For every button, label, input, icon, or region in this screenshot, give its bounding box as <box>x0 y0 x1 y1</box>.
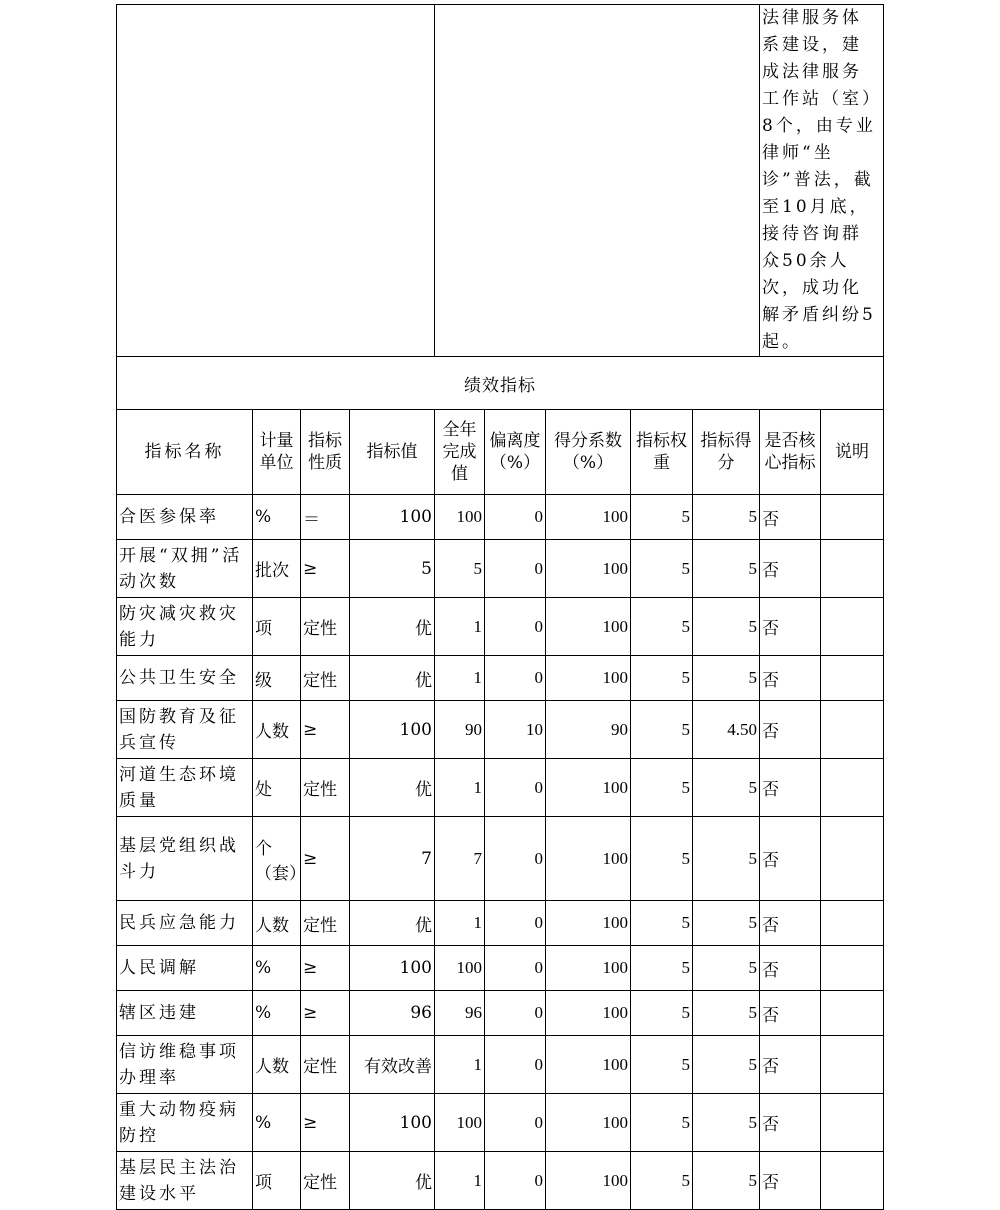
note-cell <box>821 946 884 991</box>
col-header-value: 指标值 <box>350 410 435 495</box>
value-cell: 100 <box>350 1094 435 1152</box>
deviation-cell: 0 <box>485 759 546 817</box>
core-indicator-cell: 否 <box>760 759 821 817</box>
nature-cell: 定性 <box>301 901 350 946</box>
table-row <box>117 598 884 656</box>
table-row <box>117 991 884 1036</box>
score-cell: 4.50 <box>693 701 760 759</box>
nature-cell: ≥ <box>301 701 350 759</box>
table-row <box>117 701 884 759</box>
nature-cell: ≥ <box>301 540 350 598</box>
deviation-cell: 0 <box>485 656 546 701</box>
weight-cell: 5 <box>631 495 693 540</box>
coefficient-cell: 100 <box>546 1094 631 1152</box>
indicator-name-cell: 国防教育及征兵宣传 <box>117 701 253 759</box>
col-header-note: 说明 <box>821 410 884 495</box>
deviation-cell: 0 <box>485 946 546 991</box>
value-cell: 100 <box>350 701 435 759</box>
score-cell: 5 <box>693 946 760 991</box>
indicator-name-cell: 公共卫生安全 <box>117 656 253 701</box>
indicator-name-cell: 人民调解 <box>117 946 253 991</box>
deviation-cell: 0 <box>485 991 546 1036</box>
table-row <box>117 946 884 991</box>
nature-cell: ≥ <box>301 1094 350 1152</box>
nature-cell: ≥ <box>301 991 350 1036</box>
coefficient-cell: 100 <box>546 656 631 701</box>
weight-cell: 5 <box>631 759 693 817</box>
annual-value-cell: 1 <box>435 1152 485 1210</box>
score-cell: 5 <box>693 1036 760 1094</box>
value-cell: 优 <box>350 656 435 701</box>
nature-cell: 定性 <box>301 759 350 817</box>
score-cell: 5 <box>693 540 760 598</box>
blank-cell <box>435 5 760 357</box>
core-indicator-cell: 否 <box>760 946 821 991</box>
table-row <box>117 495 884 540</box>
weight-cell: 5 <box>631 656 693 701</box>
coefficient-cell: 100 <box>546 1036 631 1094</box>
coefficient-cell: 100 <box>546 817 631 901</box>
note-cell <box>821 817 884 901</box>
unit-cell: 项 <box>253 598 301 656</box>
annual-value-cell: 1 <box>435 656 485 701</box>
coefficient-cell: 100 <box>546 901 631 946</box>
annual-value-cell: 90 <box>435 701 485 759</box>
nature-cell: 定性 <box>301 598 350 656</box>
table-row <box>117 759 884 817</box>
core-indicator-cell: 否 <box>760 901 821 946</box>
note-cell <box>821 759 884 817</box>
core-indicator-cell: 否 <box>760 1094 821 1152</box>
indicator-name-cell: 信访维稳事项办理率 <box>117 1036 253 1094</box>
annual-value-cell: 96 <box>435 991 485 1036</box>
value-cell: 100 <box>350 495 435 540</box>
note-cell <box>821 991 884 1036</box>
indicator-name-cell: 重大动物疫病防控 <box>117 1094 253 1152</box>
indicator-name-cell: 开展“双拥”活动次数 <box>117 540 253 598</box>
nature-cell: ≥ <box>301 946 350 991</box>
nature-cell: 定性 <box>301 1152 350 1210</box>
col-header-annual: 全年完成值 <box>435 410 485 495</box>
deviation-cell: 0 <box>485 598 546 656</box>
col-header-name: 指标名称 <box>117 410 253 495</box>
annual-value-cell: 100 <box>435 495 485 540</box>
value-cell: 优 <box>350 598 435 656</box>
weight-cell: 5 <box>631 540 693 598</box>
value-cell: 优 <box>350 901 435 946</box>
unit-cell: % <box>253 1094 301 1152</box>
note-cell <box>821 656 884 701</box>
annual-value-cell: 100 <box>435 946 485 991</box>
weight-cell: 5 <box>631 991 693 1036</box>
col-header-nature: 指标性质 <box>301 410 350 495</box>
note-cell <box>821 540 884 598</box>
table-row <box>117 1094 884 1152</box>
note-cell <box>821 495 884 540</box>
coefficient-cell: 100 <box>546 598 631 656</box>
core-indicator-cell: 否 <box>760 1036 821 1094</box>
score-cell: 5 <box>693 1152 760 1210</box>
col-header-coef: 得分系数（%） <box>546 410 631 495</box>
deviation-cell: 0 <box>485 1094 546 1152</box>
continuation-row <box>117 5 884 357</box>
core-indicator-cell: 否 <box>760 598 821 656</box>
weight-cell: 5 <box>631 1152 693 1210</box>
unit-cell: 人数 <box>253 901 301 946</box>
core-indicator-cell: 否 <box>760 1152 821 1210</box>
col-header-score: 指标得分 <box>693 410 760 495</box>
value-cell: 有效改善 <box>350 1036 435 1094</box>
value-cell: 优 <box>350 1152 435 1210</box>
annual-value-cell: 1 <box>435 598 485 656</box>
section-row <box>117 357 884 410</box>
section-title: 绩效指标 <box>117 357 884 410</box>
unit-cell: % <box>253 946 301 991</box>
value-cell: 优 <box>350 759 435 817</box>
weight-cell: 5 <box>631 946 693 991</box>
header-row <box>117 410 884 495</box>
col-header-unit: 计量单位 <box>253 410 301 495</box>
unit-cell: 人数 <box>253 1036 301 1094</box>
score-cell: 5 <box>693 495 760 540</box>
blank-cell <box>117 5 435 357</box>
score-cell: 5 <box>693 759 760 817</box>
indicator-name-cell: 基层党组织战斗力 <box>117 817 253 901</box>
unit-cell: % <box>253 991 301 1036</box>
annual-value-cell: 5 <box>435 540 485 598</box>
core-indicator-cell: 否 <box>760 540 821 598</box>
indicator-name-cell: 防灾减灾救灾能力 <box>117 598 253 656</box>
unit-cell: % <box>253 495 301 540</box>
core-indicator-cell: 否 <box>760 701 821 759</box>
unit-cell: 批次 <box>253 540 301 598</box>
nature-cell: 定性 <box>301 656 350 701</box>
coefficient-cell: 100 <box>546 991 631 1036</box>
nature-cell: 定性 <box>301 1036 350 1094</box>
annual-value-cell: 100 <box>435 1094 485 1152</box>
deviation-cell: 0 <box>485 1152 546 1210</box>
core-indicator-cell: 否 <box>760 991 821 1036</box>
table-row <box>117 817 884 901</box>
indicator-name-cell: 基层民主法治建设水平 <box>117 1152 253 1210</box>
deviation-cell: 0 <box>485 901 546 946</box>
note-cell <box>821 1152 884 1210</box>
col-header-deviation: 偏离度（%） <box>485 410 546 495</box>
table-row <box>117 901 884 946</box>
indicator-name-cell: 河道生态环境质量 <box>117 759 253 817</box>
coefficient-cell: 90 <box>546 701 631 759</box>
nature-cell: ≥ <box>301 817 350 901</box>
table-row <box>117 656 884 701</box>
value-cell: 7 <box>350 817 435 901</box>
table-body <box>117 495 884 1210</box>
col-header-core: 是否核心指标 <box>760 410 821 495</box>
annual-value-cell: 1 <box>435 1036 485 1094</box>
table-row <box>117 540 884 598</box>
deviation-cell: 0 <box>485 1036 546 1094</box>
weight-cell: 5 <box>631 901 693 946</box>
note-cell <box>821 1036 884 1094</box>
table-row <box>117 1152 884 1210</box>
value-cell: 5 <box>350 540 435 598</box>
weight-cell: 5 <box>631 817 693 901</box>
core-indicator-cell: 否 <box>760 656 821 701</box>
annual-value-cell: 1 <box>435 901 485 946</box>
note-cell <box>821 598 884 656</box>
weight-cell: 5 <box>631 701 693 759</box>
coefficient-cell: 100 <box>546 1152 631 1210</box>
annual-value-cell: 1 <box>435 759 485 817</box>
score-cell: 5 <box>693 598 760 656</box>
coefficient-cell: 100 <box>546 946 631 991</box>
score-cell: 5 <box>693 656 760 701</box>
col-header-weight: 指标权重 <box>631 410 693 495</box>
core-indicator-cell: 否 <box>760 817 821 901</box>
annual-value-cell: 7 <box>435 817 485 901</box>
indicator-name-cell: 合医参保率 <box>117 495 253 540</box>
score-cell: 5 <box>693 991 760 1036</box>
coefficient-cell: 100 <box>546 495 631 540</box>
top-note: 法律服务体系建设，建成法律服务工作站（室）8个，由专业律师“坐诊”普法，截至10月底，接待咨询群众50余人次，成功化解矛盾纠纷5起。 <box>760 5 884 357</box>
core-indicator-cell: 否 <box>760 495 821 540</box>
unit-cell: 处 <box>253 759 301 817</box>
nature-cell: ＝ <box>301 495 350 540</box>
unit-cell: 项 <box>253 1152 301 1210</box>
note-cell <box>821 1094 884 1152</box>
table-row <box>117 1036 884 1094</box>
deviation-cell: 0 <box>485 817 546 901</box>
score-cell: 5 <box>693 817 760 901</box>
score-cell: 5 <box>693 1094 760 1152</box>
deviation-cell: 0 <box>485 540 546 598</box>
weight-cell: 5 <box>631 1036 693 1094</box>
deviation-cell: 10 <box>485 701 546 759</box>
unit-cell: 个（套） <box>253 817 301 901</box>
coefficient-cell: 100 <box>546 759 631 817</box>
value-cell: 96 <box>350 991 435 1036</box>
indicator-name-cell: 辖区违建 <box>117 991 253 1036</box>
weight-cell: 5 <box>631 598 693 656</box>
unit-cell: 级 <box>253 656 301 701</box>
note-cell <box>821 901 884 946</box>
unit-cell: 人数 <box>253 701 301 759</box>
score-cell: 5 <box>693 901 760 946</box>
deviation-cell: 0 <box>485 495 546 540</box>
coefficient-cell: 100 <box>546 540 631 598</box>
indicator-name-cell: 民兵应急能力 <box>117 901 253 946</box>
value-cell: 100 <box>350 946 435 991</box>
weight-cell: 5 <box>631 1094 693 1152</box>
performance-table <box>116 4 884 1210</box>
note-cell <box>821 701 884 759</box>
